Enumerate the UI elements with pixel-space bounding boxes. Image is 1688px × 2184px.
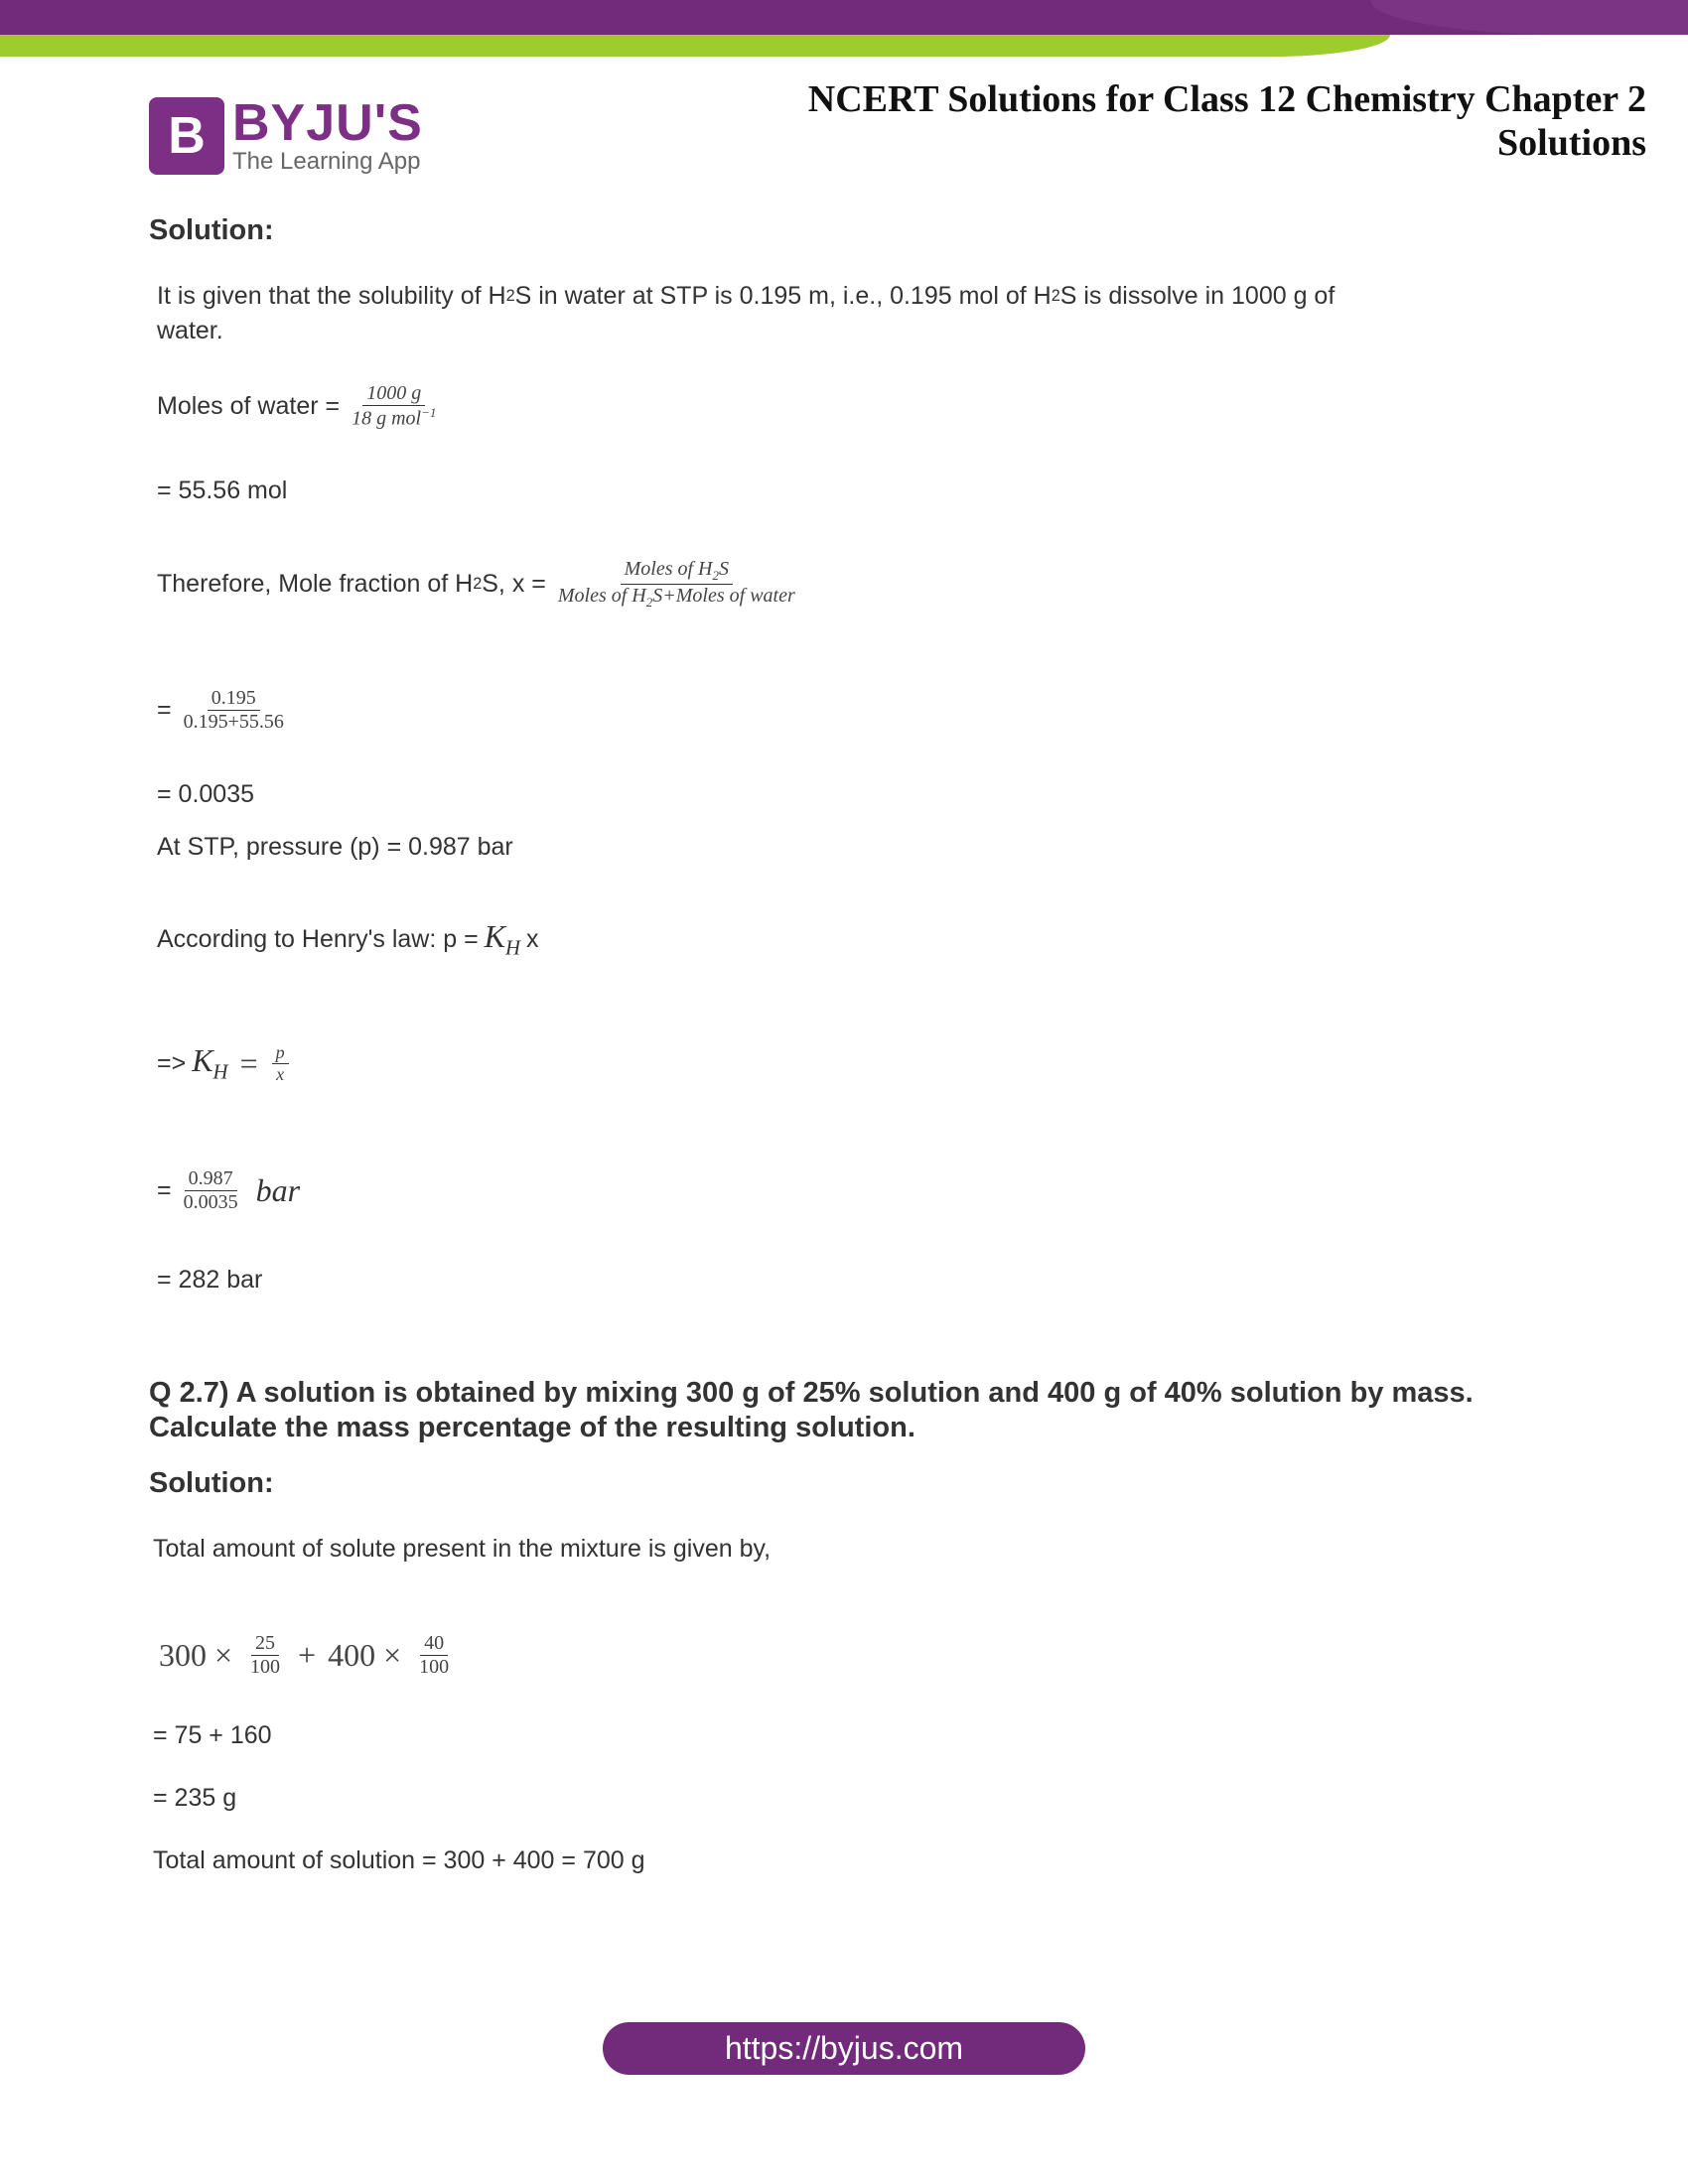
solution-heading-2: Solution:	[149, 1467, 274, 1499]
bar-unit: bar	[255, 1172, 301, 1208]
solute-step1: = 75 + 160	[153, 1721, 272, 1749]
text: S in water at STP is 0.195 m, i.e., 0.195 mol of H	[514, 282, 1052, 310]
denominator: 0.195+55.56	[183, 711, 284, 733]
t: S	[719, 558, 730, 580]
header-band-green	[0, 35, 1390, 57]
byjus-logo	[149, 94, 423, 175]
arrow: =>	[157, 1048, 187, 1077]
denominator: 100	[250, 1656, 281, 1678]
numerator: 25	[251, 1632, 279, 1656]
text: S is dissolve in 1000 g of	[1059, 282, 1336, 310]
plus: +	[298, 1637, 317, 1673]
moles-water-equation	[157, 382, 448, 431]
logo-letter: B	[168, 107, 206, 165]
t: Moles of H	[557, 584, 646, 607]
den-text: 18 g mol	[352, 407, 422, 430]
denominator	[348, 406, 440, 431]
mole-fraction-equation	[157, 558, 807, 611]
x: x	[526, 924, 539, 953]
denominator	[554, 585, 799, 611]
intro-text	[157, 282, 1335, 311]
denominator: x	[276, 1063, 285, 1084]
sub-h: H	[505, 936, 521, 960]
solute-calculation	[159, 1632, 461, 1679]
k: K	[484, 918, 506, 954]
total-solute-text: Total amount of solute present in the mixture is given by,	[153, 1535, 772, 1563]
kh-symbol	[192, 1042, 227, 1084]
kh-substitution	[157, 1167, 306, 1214]
equals: =	[239, 1044, 258, 1081]
denominator: 0.0035	[183, 1191, 238, 1213]
t: S+Moles of water	[652, 584, 795, 607]
equals: =	[157, 696, 172, 724]
text: It is given that the solubility of H	[157, 282, 506, 310]
byjus-website-link[interactable]: https://byjus.com	[603, 2022, 1085, 2075]
mole-fraction-result: = 0.0035	[157, 780, 255, 808]
subscript: 2	[1051, 287, 1060, 305]
moles-water-result: = 55.56 mol	[157, 477, 288, 504]
term2: 400 ×	[328, 1637, 402, 1673]
logo-tagline: The Learning App	[232, 148, 421, 175]
subscript: 2	[505, 287, 515, 305]
subscript: 2	[712, 568, 720, 583]
text: Therefore, Mole fraction of H	[157, 569, 474, 598]
logo-name: BYJU'S	[232, 94, 423, 152]
numerator: 0.195	[208, 687, 260, 711]
subscript: 2	[645, 594, 653, 610]
equals: =	[157, 1176, 172, 1204]
numerator: 40	[420, 1632, 448, 1656]
subscript: 2	[473, 574, 483, 593]
k: K	[192, 1042, 213, 1078]
numerator: 0.987	[185, 1167, 237, 1191]
denominator: 100	[419, 1656, 450, 1678]
title-line-2: Solutions	[1497, 122, 1646, 164]
henry-law	[157, 918, 539, 960]
kh-rearranged	[157, 1042, 297, 1084]
fraction-40-100	[415, 1632, 453, 1679]
text: S, x =	[482, 569, 546, 598]
kh-result: = 282 bar	[157, 1266, 263, 1294]
title-line-1: NCERT Solutions for Class 12 Chemistry Chapter 2	[807, 78, 1646, 120]
numerator: 1000 g	[362, 382, 425, 406]
document-title	[808, 77, 1646, 165]
fraction	[180, 687, 288, 734]
fraction	[348, 382, 440, 431]
logo-text	[232, 94, 423, 175]
intro-text-line2: water.	[157, 317, 223, 344]
exponent: −1	[421, 405, 437, 420]
fraction	[180, 1167, 242, 1214]
solute-step2: = 235 g	[153, 1784, 237, 1812]
numerator	[621, 558, 733, 585]
fraction-25-100	[246, 1632, 284, 1679]
logo-mark-icon	[149, 97, 224, 175]
term1: 300 ×	[159, 1637, 233, 1673]
fraction	[554, 558, 799, 611]
sub-h: H	[212, 1060, 228, 1084]
kh-symbol	[485, 918, 520, 960]
label: According to Henry's law: p =	[157, 924, 479, 953]
t: Moles of H	[624, 558, 713, 580]
solution-heading: Solution:	[149, 214, 274, 246]
total-solution-text: Total amount of solution = 300 + 400 = 700 g	[153, 1846, 645, 1874]
label: Moles of water =	[157, 391, 341, 420]
fraction-substitution	[157, 687, 296, 734]
numerator: p	[272, 1042, 289, 1064]
stp-pressure: At STP, pressure (p) = 0.987 bar	[157, 833, 513, 861]
fraction	[272, 1042, 289, 1084]
question-2-7: Q 2.7) A solution is obtained by mixing 300 g of 25% solution and 400 g of 40% solution by mass. Calculate the mass percentage of the resulting solution.	[149, 1377, 1474, 1443]
